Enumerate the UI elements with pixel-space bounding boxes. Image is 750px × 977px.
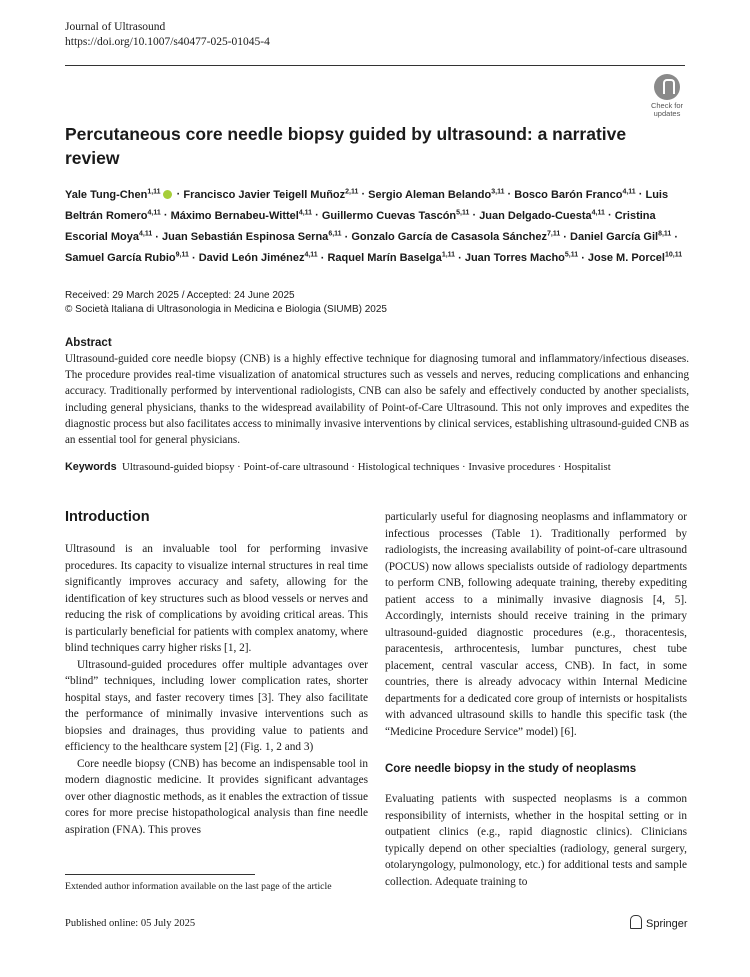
core-section bbox=[385, 791, 687, 890]
author-affiliation: 2,11 bbox=[345, 188, 359, 195]
intro-paragraph-4: particularly useful for diagnosing neoplasms and inflammatory or infectious processes (Table 1). Traditionally performed by radiologists, the increasing availability of point-of-care ultrasound (POCUS) now allows specialists outside of radiology departments to perform CNB, following adequate training, thereby expediting patient access to a minimally invasive diagnosis [4, 5]. Accordingly, internists should receive training in the primary ultrasound-guided diagnostic procedures (e.g., thoracentesis, paracentesis, arthrocentesis, lumbar punctures, chest tube placement, central vascular access, CNB). In fact, in some countries, there is already advocacy within Internal Medicine departments for a dedicated core group of internists or hospitalists with advanced ultrasound skills to handle this specific task (the “Medicine Procedure Service” model) [6]. bbox=[385, 511, 687, 738]
journal-name: Journal of Ultrasound bbox=[65, 21, 166, 33]
right-column bbox=[385, 509, 687, 740]
author-affiliation: 6,11 bbox=[328, 230, 342, 238]
header-rule bbox=[65, 65, 685, 66]
publisher-name: Springer bbox=[646, 918, 688, 930]
keywords-label: Keywords bbox=[65, 461, 117, 473]
core-needle-heading: Core needle biopsy in the study of neoplasms bbox=[385, 763, 637, 775]
author-name[interactable]: Luis Beltrán Romero$^{4,11}$ bbox=[65, 188, 669, 222]
author-name[interactable]: Daniel García Gil$^{8,11}$ bbox=[570, 230, 672, 244]
author-name[interactable]: Raquel Marín Baselga$^{1,11}$ bbox=[327, 251, 456, 265]
springer-logo[interactable] bbox=[630, 915, 688, 930]
check-for-updates-label: Check for updates bbox=[650, 101, 684, 118]
author-affiliation: 7,11 bbox=[546, 230, 561, 238]
author-affiliation: 1,11 bbox=[441, 251, 456, 259]
author-affiliation: 3,11 bbox=[491, 188, 505, 195]
author-name[interactable]: Cristina Escorial Moya$^{4,11}$ bbox=[65, 209, 656, 244]
author-affiliation: 4,11 bbox=[622, 188, 636, 195]
left-column bbox=[65, 541, 368, 838]
check-for-updates-icon bbox=[654, 74, 680, 100]
author-name[interactable]: Francisco Javier Teigell Muñoz$^{2,11}$ bbox=[183, 188, 359, 201]
keywords bbox=[65, 461, 695, 473]
author-affiliation: 8,11 bbox=[658, 230, 672, 238]
author-name[interactable]: Gonzalo García de Casasola Sánchez$^{7,11}$ bbox=[351, 230, 561, 244]
author-name[interactable]: Máximo Bernabeu-Wittel$^{4,11}$ bbox=[170, 209, 313, 222]
author-name[interactable]: Samuel García Rubio$^{9,11}$ bbox=[65, 251, 189, 265]
article-title: Percutaneous core needle biopsy guided by ultrasound: a narrative review bbox=[65, 124, 627, 168]
author-name[interactable]: Jose M. Porcel$^{10,11}$ bbox=[587, 251, 683, 265]
introduction-heading: Introduction bbox=[65, 509, 150, 525]
author-name[interactable]: Juan Delgado-Cuesta$^{4,11}$ bbox=[479, 209, 605, 222]
journal-header bbox=[65, 20, 270, 50]
doi-link[interactable]: https://doi.org/10.1007/s40477-025-01045-4 bbox=[65, 36, 270, 48]
keywords-text: Ultrasound-guided biopsy · Point-of-care ultrasound · Histological techniques · Invasive procedures · Hospitalist bbox=[122, 461, 611, 473]
footnote-rule bbox=[65, 874, 255, 875]
author-name[interactable]: Bosco Barón Franco$^{4,11}$ bbox=[514, 188, 636, 201]
published-date: Published online: 05 July 2025 bbox=[65, 918, 196, 929]
copyright: © Società Italiana di Ultrasonologia in Medicina e Biologia (SIUMB) 2025 bbox=[65, 304, 387, 315]
author-name[interactable]: Yale Tung-Chen$^{1,11}$ bbox=[65, 188, 161, 201]
author-list: Yale Tung-Chen$^{1,11}$ · Francisco Javier Teigell Muñoz$^{2,11}$ · Sergio Aleman Belando$^{3,11}$ · Bosco Barón Franco$^{4,11}$ · Luis Beltrán Romero$^{4,11}$ · Máximo Bernabeu-Wittel$^{4,11}$ · Guillermo Cuevas Tascón$^{5,11}$ · Juan Delgado-Cuesta$^{4,11}$ · Cristina Escorial Moya$^{4,11}$ · Juan Sebastián Espinosa Serna$^{6,11}$ · Gonzalo García de Casasola Sánchez$^{7,11}$ · Daniel García Gil$^{8,11}$ · Samuel García Rubio$^{9,11}$ · David León Jiménez$^{4,11}$ · Raquel Marín Baselga$^{1,11}$ · Juan Torres Macho$^{5,11}$ · Jose M. Porcel$^{10,11}$ bbox=[65, 188, 683, 265]
author-affiliation: 4,11 bbox=[304, 251, 318, 259]
author-name[interactable]: Juan Torres Macho$^{5,11}$ bbox=[464, 251, 579, 265]
author-info-note: Extended author information available on the last page of the article bbox=[65, 881, 332, 892]
intro-paragraph-3: Core needle biopsy (CNB) has become an indispensable tool in modern diagnostic medicine. It provides significant advantages over other diagnostic methods, as it enables the extraction of tissue cores for more precise histopathological analysis than fine needle aspiration (FNA). This proves bbox=[65, 757, 368, 836]
author-name[interactable]: David León Jiménez$^{4,11}$ bbox=[198, 251, 318, 265]
intro-paragraph-1: Ultrasound is an invaluable tool for performing invasive procedures. Its capacity to visualize internal structures in real time significantly improves accuracy and safety, allowing for the identification of key structures such as blood vessels or nerves and reducing the risk of complications by avoiding critical areas. This is particularly beneficial for patients with complex anatomy, where blind techniques carry higher risks [1, 2]. bbox=[65, 543, 368, 654]
author-name[interactable]: Guillermo Cuevas Tascón$^{5,11}$ bbox=[321, 209, 470, 222]
abstract-text: Ultrasound-guided core needle biopsy (CNB) is a highly effective technique for diagnosing tumoral and inflammatory/infectious diseases. The procedure provides real-time visualization of anatomical structures such as vessels and nerves, reducing complications and enhancing accuracy. Traditionally performed by interventional radiologists, CNB can also be safely and effectively conducted by another specialists, including general physicians, thanks to the widespread availability of Point-of-Care Ultrasound. This not only improves and expedites the diagnostic process but also facilitates access to minimally invasive interventions by clinical services, establishing ultrasound-guided CNB as an essential tool for general physicians. bbox=[65, 353, 689, 447]
received-accepted: Received: 29 March 2025 / Accepted: 24 June 2025 bbox=[65, 290, 295, 301]
intro-paragraph-2: Ultrasound-guided procedures offer multiple advantages over “blind” techniques, including lower complication rates, shorter hospital stays, and faster recovery times [3]. They also facilitate the performance of minimally invasive interventions such as biopsies and drainages, thus providing value to patients and efficiency to the healthcare system [2] (Fig. 1, 2 and 3) bbox=[65, 658, 368, 753]
author-affiliation: 4,11 bbox=[147, 209, 161, 217]
author-affiliation: 4,11 bbox=[591, 209, 605, 217]
author-name[interactable]: Juan Sebastián Espinosa Serna$^{6,11}$ bbox=[162, 230, 342, 244]
author-affiliation: 5,11 bbox=[564, 251, 579, 259]
author-affiliation: 9,11 bbox=[175, 251, 189, 259]
author-affiliation: 4,11 bbox=[138, 230, 153, 238]
author-affiliation: 4,11 bbox=[298, 209, 313, 217]
author-affiliation: 1,11 bbox=[147, 188, 161, 195]
author-affiliation: 5,11 bbox=[456, 209, 470, 217]
abstract-heading: Abstract bbox=[65, 337, 112, 349]
orcid-icon[interactable] bbox=[163, 190, 172, 199]
author-name[interactable]: Sergio Aleman Belando$^{3,11}$ bbox=[368, 188, 505, 201]
article-dates bbox=[65, 289, 387, 317]
springer-horse-icon bbox=[630, 915, 642, 929]
check-for-updates-badge[interactable] bbox=[646, 74, 688, 118]
author-affiliation: 10,11 bbox=[664, 251, 683, 259]
core-paragraph-1: Evaluating patients with suspected neoplasms is a common responsibility of internists, whether in the hospital setting or in outpatient clinics (e.g., rapid diagnostic clinics). Clinicians typically depend on other specialties (radiology, general surgery, otolaryngology, pulmonology, etc.) for additional tests and sample collection. Adequate training to bbox=[385, 793, 687, 888]
